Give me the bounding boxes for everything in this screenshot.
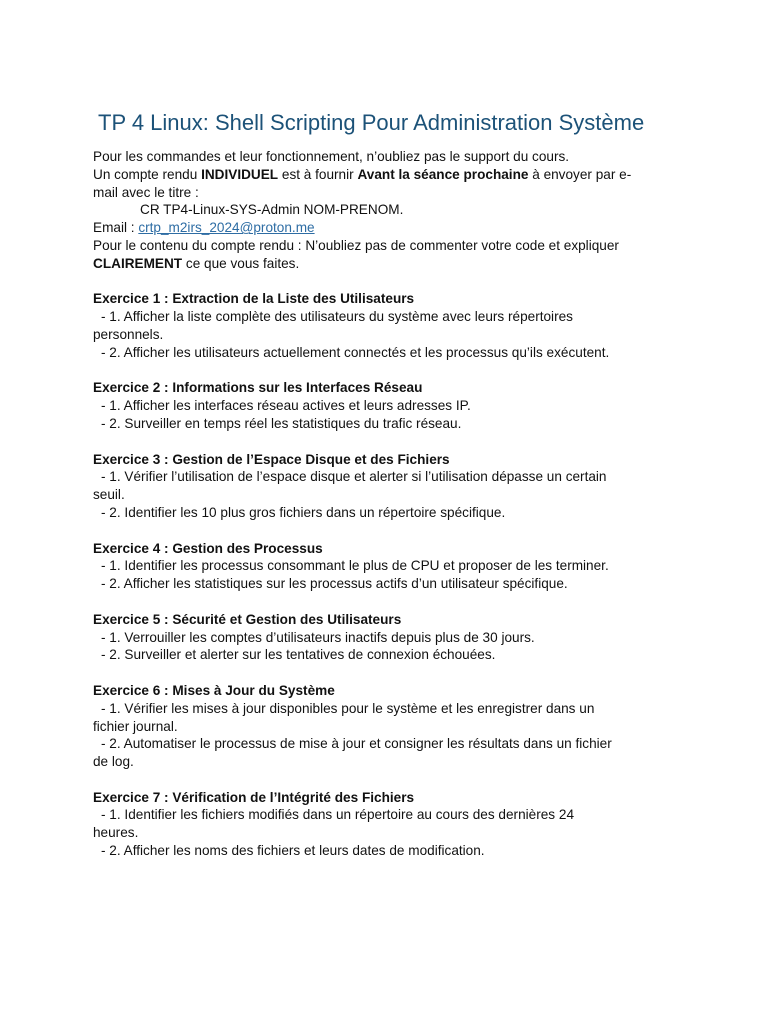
exercise-title: Exercice 6 : Mises à Jour du Système xyxy=(93,682,335,698)
exercise-item-continuation: personnels. xyxy=(93,326,164,342)
intro-text: Un compte rendu xyxy=(93,166,202,182)
exercise-2 xyxy=(93,379,683,432)
exercise-item: - 2. Automatiser le processus de mise à jour et consigner les résultats dans un fichier xyxy=(101,736,612,752)
content-note: Pour le contenu du compte rendu : N’oubliez pas de commenter votre code et expliquer xyxy=(93,237,619,253)
intro-text: à envoyer par e- xyxy=(528,166,632,182)
emphasis-clairement: CLAIREMENT xyxy=(93,255,183,271)
exercise-item-continuation: heures. xyxy=(93,825,139,841)
exercise-item: - 2. Identifier les 10 plus gros fichiers dans un répertoire spécifique. xyxy=(101,504,506,520)
exercise-title: Exercice 4 : Gestion des Processus xyxy=(93,540,323,556)
exercise-6 xyxy=(93,682,683,771)
exercise-item-continuation: seuil. xyxy=(93,487,125,503)
document-page xyxy=(93,108,683,860)
emphasis-individuel: INDIVIDUEL xyxy=(201,166,279,182)
exercise-list xyxy=(93,290,683,860)
exercise-item: - 1. Identifier les processus consommant le plus de CPU et proposer de les terminer. xyxy=(101,558,609,574)
content-note-end xyxy=(93,255,683,273)
exercise-title: Exercice 5 : Sécurité et Gestion des Utilisateurs xyxy=(93,611,402,627)
page-title: TP 4 Linux: Shell Scripting Pour Administration Système xyxy=(98,110,645,135)
report-title: CR TP4-Linux-SYS-Admin NOM-PRENOM. xyxy=(140,202,404,218)
exercise-item: - 1. Identifier les fichiers modifiés dans un répertoire au cours des dernières 24 xyxy=(101,807,575,823)
email-label: Email : xyxy=(93,220,139,236)
intro-text: est à fournir xyxy=(278,166,358,182)
exercise-item: - 2. Surveiller en temps réel les statistiques du trafic réseau. xyxy=(101,415,462,431)
exercise-item-continuation: fichier journal. xyxy=(93,718,178,734)
email-line xyxy=(93,219,683,237)
exercise-7 xyxy=(93,789,683,860)
exercise-item: - 2. Afficher les noms des fichiers et leurs dates de modification. xyxy=(101,843,485,859)
content-note-rest: ce que vous faites. xyxy=(182,255,300,271)
exercise-item: - 1. Vérifier l’utilisation de l’espace disque et alerter si l’utilisation dépasse un certain xyxy=(101,469,607,485)
exercise-title: Exercice 2 : Informations sur les Interfaces Réseau xyxy=(93,380,423,396)
exercise-title: Exercice 7 : Vérification de l’Intégrité des Fichiers xyxy=(93,789,415,805)
emphasis-deadline: Avant la séance prochaine xyxy=(357,166,529,182)
exercise-4 xyxy=(93,540,683,593)
exercise-title: Exercice 1 : Extraction de la Liste des Utilisateurs xyxy=(93,291,415,307)
exercise-1 xyxy=(93,290,683,361)
exercise-item: - 1. Afficher les interfaces réseau actives et leurs adresses IP. xyxy=(101,398,471,414)
exercise-item: - 1. Verrouiller les comptes d’utilisateurs inactifs depuis plus de 30 jours. xyxy=(101,629,535,645)
exercise-item: - 2. Afficher les utilisateurs actuellement connectés et les processus qu’ils exécutent. xyxy=(101,344,610,360)
exercise-item: - 2. Afficher les statistiques sur les processus actifs d’un utilisateur spécifique. xyxy=(101,576,568,592)
intro-line-1: Pour les commandes et leur fonctionnement, n’oubliez pas le support du cours. xyxy=(93,149,570,164)
exercise-item: - 1. Vérifier les mises à jour disponibles pour le système et les enregistrer dans un xyxy=(101,700,595,716)
email-link[interactable]: crtp_m2irs_2024@proton.me xyxy=(138,220,315,236)
exercise-5 xyxy=(93,611,683,664)
intro-line-3: mail avec le titre : xyxy=(93,184,199,200)
exercise-3 xyxy=(93,451,683,522)
intro-line-2 xyxy=(93,166,683,184)
exercise-title: Exercice 3 : Gestion de l’Espace Disque et des Fichiers xyxy=(93,451,450,467)
exercise-item: - 2. Surveiller et alerter sur les tentatives de connexion échouées. xyxy=(101,647,496,663)
exercise-item: - 1. Afficher la liste complète des utilisateurs du système avec leurs répertoires xyxy=(101,309,573,325)
exercise-item-continuation: de log. xyxy=(93,754,134,770)
